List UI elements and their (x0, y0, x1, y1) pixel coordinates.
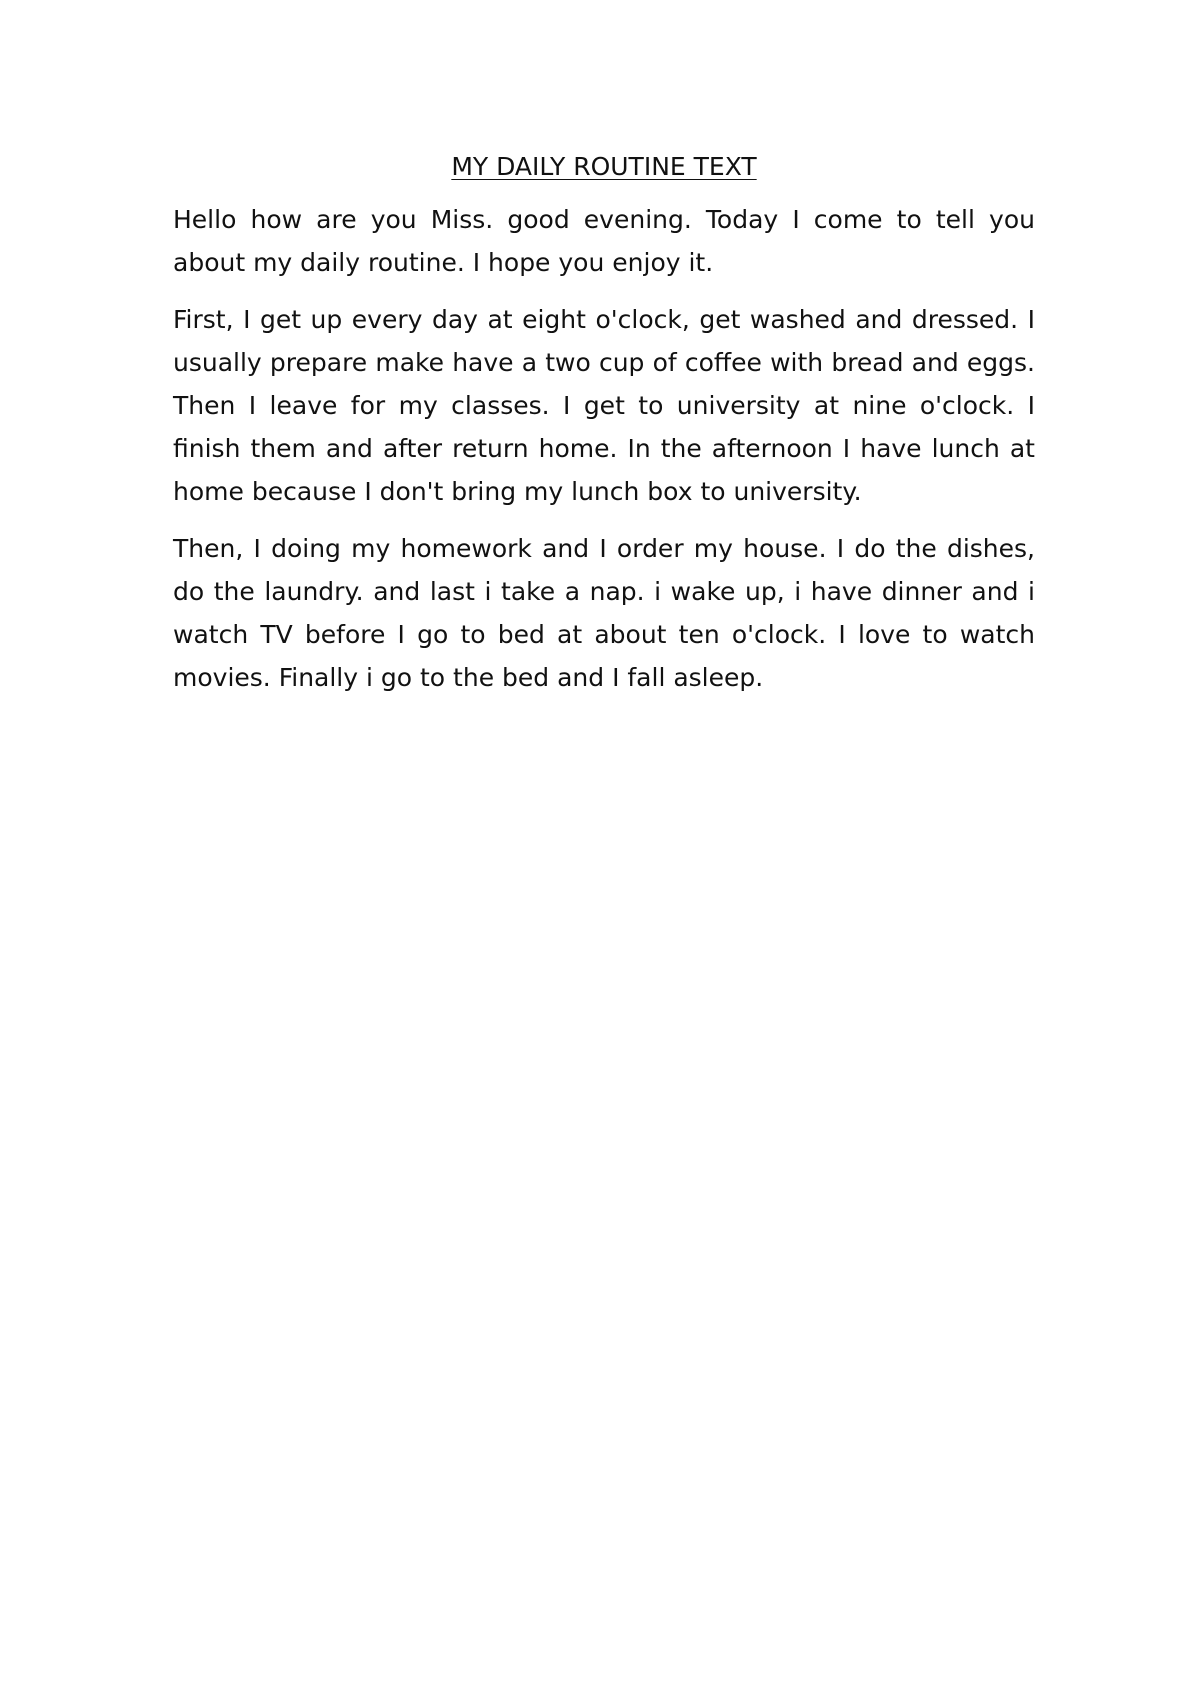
paragraph-greeting: Hello how are you Miss. good evening. Today I come to tell you about my daily routine. I hope you enjoy it. (173, 205, 1035, 277)
paragraph-morning: First, I get up every day at eight o'clock, get washed and dressed. I usually prepare make have a two cup of coffee with bread and eggs. Then I leave for my classes. I get to university at nine o'clock. I finish them and after return home. In the afternoon I have lunch at home because I don't bring my lunch box to university. (173, 305, 1035, 506)
document-body (173, 145, 1035, 713)
paragraph-evening: Then, I doing my homework and I order my house. I do the dishes, do the laundry. and last i take a nap. i wake up, i have dinner and i watch TV before I go to bed at about ten o'clock. I love to watch movies. Finally i go to the bed and I fall asleep. (173, 534, 1035, 692)
document-title: MY DAILY ROUTINE TEXT (451, 152, 757, 181)
